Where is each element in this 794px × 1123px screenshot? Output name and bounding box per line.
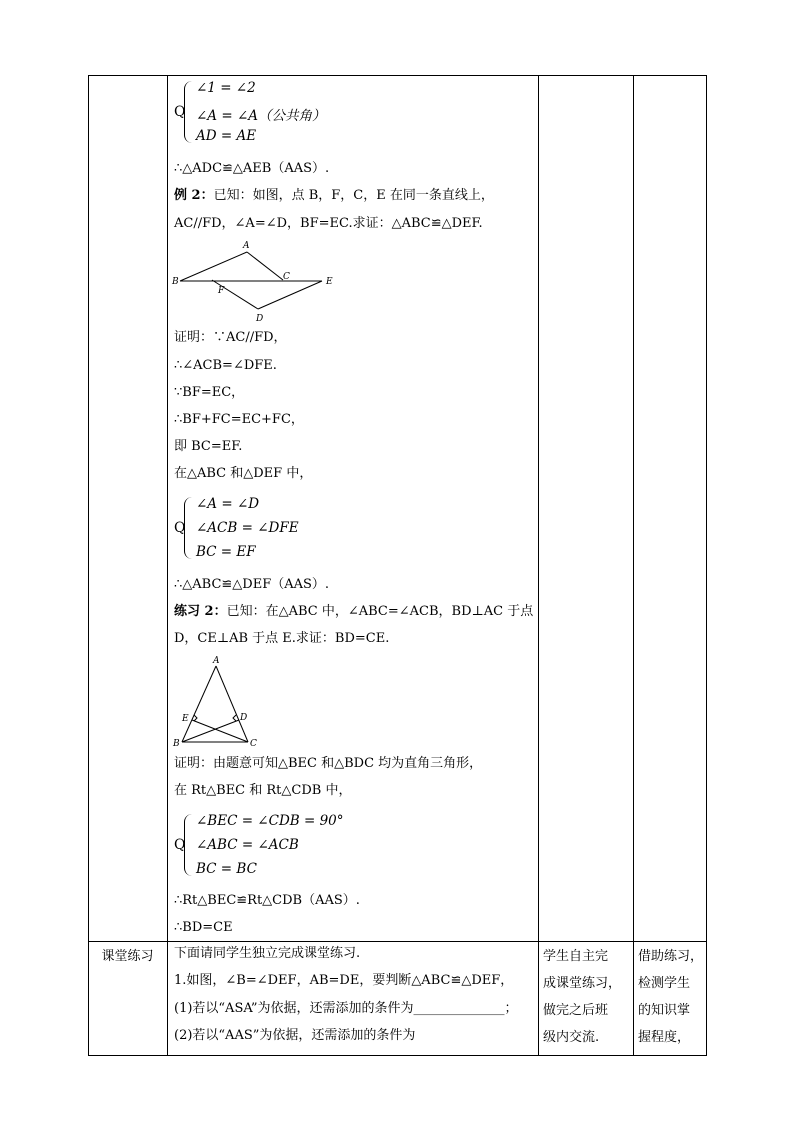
example2-proof-line-3: ∵BF=EC， bbox=[174, 385, 245, 400]
exercise2-final: ∴BD=CE bbox=[174, 920, 233, 935]
exercise2-brace bbox=[184, 814, 195, 876]
table-row-divider bbox=[88, 941, 707, 942]
example2-proof-line-2: ∴∠ACB=∠DFE. bbox=[174, 358, 277, 373]
student-activity-cell bbox=[543, 943, 631, 1051]
example2-brace bbox=[184, 497, 195, 559]
exercise2-title: 练习 2： bbox=[174, 604, 227, 619]
student-activity-line-1: 学生自主完 bbox=[543, 949, 609, 964]
table-right-border bbox=[706, 75, 707, 1056]
proof1-brace-line-2: ∠A = ∠A（公共角） bbox=[196, 108, 326, 124]
exercise2-figure bbox=[170, 652, 265, 750]
exercise2-statement-1 bbox=[174, 604, 533, 620]
design-intent-line-2: 检测学生 bbox=[638, 976, 691, 991]
exercise2-brace-line-3: BC = BC bbox=[196, 861, 257, 877]
design-intent-line-1: 借助练习， bbox=[638, 949, 704, 964]
student-activity-line-2: 成课堂练习， bbox=[543, 976, 622, 991]
example2-line1: 已知：如图，点 B，F，C，E 在同一条直线上， bbox=[213, 188, 494, 203]
example2-figure bbox=[170, 237, 345, 322]
example2-brace-line-2: ∠ACB = ∠DFE bbox=[196, 520, 299, 536]
fig1-label-b: B bbox=[172, 277, 179, 287]
fig2-label-d: D bbox=[240, 713, 248, 723]
design-intent-line-3: 的知识掌 bbox=[638, 1003, 691, 1018]
student-activity-line-3: 做完之后班 bbox=[543, 1003, 609, 1018]
fig2-label-a: A bbox=[213, 656, 220, 666]
design-intent-line-4: 握程度， bbox=[638, 1030, 691, 1045]
fig1-label-a: A bbox=[243, 241, 250, 251]
fig2-label-e: E bbox=[182, 714, 189, 724]
example2-proof-line-5: 即 BC=EF. bbox=[174, 439, 243, 454]
fig1-label-d: D bbox=[256, 314, 264, 322]
example2-statement-1 bbox=[174, 188, 494, 204]
example2-proof-line-1: 证明：∵AC//FD， bbox=[174, 330, 287, 345]
exercise2-brace-line-1: ∠BEC = ∠CDB = 90° bbox=[196, 813, 344, 829]
proof1-brace-line-1: ∠1 = ∠2 bbox=[196, 80, 256, 96]
fig1-label-c: C bbox=[283, 272, 290, 282]
proof1-brace bbox=[184, 81, 195, 143]
table-bottom-border bbox=[88, 1055, 707, 1056]
example2-proof-line-6: 在△ABC 和△DEF 中， bbox=[174, 466, 313, 481]
student-activity-line-4: 级内交流. bbox=[543, 1030, 600, 1045]
classroom-practice-label: 课堂练习 bbox=[101, 949, 154, 964]
table-col-divider-1 bbox=[167, 75, 168, 1056]
example2-brace-line-1: ∠A = ∠D bbox=[196, 496, 260, 512]
classroom-line-3: (1)若以“ASA”为依据，还需添加的条件为______________； bbox=[174, 1001, 518, 1016]
example2-brace-line-3: BC = EF bbox=[196, 544, 256, 560]
example2-proof-line-4: ∴BF+FC=EC+FC， bbox=[174, 412, 304, 427]
fig2-label-b: B bbox=[173, 739, 180, 749]
table-col-divider-2 bbox=[538, 75, 539, 1056]
exercise2-line1: 已知：在△ABC 中，∠ABC=∠ACB，BD⊥AC 于点 bbox=[226, 604, 534, 619]
proof1-q: Q bbox=[174, 104, 186, 120]
design-intent-cell bbox=[638, 943, 706, 1051]
table-col-divider-3 bbox=[633, 75, 634, 1056]
exercise2-proof-line-1: 证明：由题意可知△BEC 和△BDC 均为直角三角形， bbox=[174, 756, 483, 771]
example2-q: Q bbox=[174, 520, 186, 536]
exercise2-q: Q bbox=[174, 837, 186, 853]
example2-title: 例 2： bbox=[174, 188, 214, 203]
exercise2-conclusion: ∴Rt△BEC≌Rt△CDB（AAS）. bbox=[174, 893, 360, 908]
classroom-line-1: 下面请同学生独立完成课堂练习. bbox=[174, 946, 361, 961]
fig2-label-c: C bbox=[250, 739, 257, 749]
example2-statement-2: AC//FD，∠A=∠D，BF=EC.求证：△ABC≌△DEF. bbox=[174, 216, 483, 231]
fig1-label-e: E bbox=[326, 277, 333, 287]
example2-conclusion: ∴△ABC≌△DEF（AAS）. bbox=[174, 577, 330, 592]
classroom-line-2: 1.如图，∠B=∠DEF，AB=DE，要判断△ABC≌△DEF， bbox=[174, 973, 514, 988]
proof1-brace-line-3: AD = AE bbox=[196, 128, 257, 144]
exercise2-proof-line-2: 在 Rt△BEC 和 Rt△CDB 中， bbox=[174, 783, 352, 798]
exercise2-brace-line-2: ∠ABC = ∠ACB bbox=[196, 837, 299, 853]
table-top-border bbox=[88, 75, 707, 76]
fig1-label-f: F bbox=[218, 286, 225, 296]
exercise2-statement-2: D，CE⊥AB 于点 E.求证：BD=CE. bbox=[174, 631, 390, 646]
proof1-conclusion: ∴△ADC≌△AEB（AAS）. bbox=[174, 161, 330, 176]
classroom-line-4: (2)若以“AAS”为依据，还需添加的条件为 bbox=[174, 1028, 416, 1043]
table-left-border bbox=[88, 75, 89, 1056]
